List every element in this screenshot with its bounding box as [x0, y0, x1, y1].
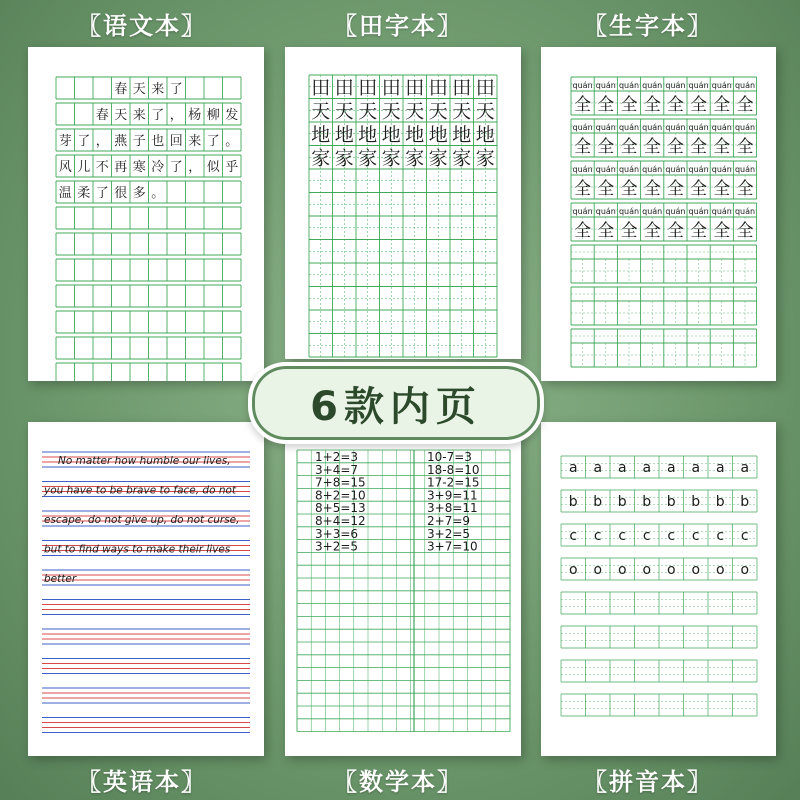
label-shuxue: 〖数学本〗 [333, 768, 463, 796]
shengzi-char: 全 [713, 95, 731, 115]
yingyu-lines [28, 422, 264, 756]
english-sentence: but to find ways to make their lives [44, 543, 231, 556]
yuwen-char: 回 [169, 134, 183, 149]
shengzi-char: 全 [643, 179, 661, 199]
tianzi-char: 地 [311, 123, 331, 146]
pinyin-letter: o [642, 562, 652, 578]
yuwen-char: 风 [58, 160, 72, 175]
yuwen-char: 。 [225, 134, 239, 149]
page-shuxue [285, 422, 521, 756]
shengzi-pinyin: quán [688, 81, 709, 90]
pinyin-letter: b [666, 494, 676, 510]
shengzi-pinyin: quán [595, 81, 616, 90]
shengzi-char: 全 [736, 137, 754, 157]
shengzi-pinyin: quán [595, 123, 616, 132]
label-tianzi: 〖田字本〗 [333, 12, 463, 40]
tianzi-char: 田 [358, 76, 378, 99]
shengzi-pinyin: quán [618, 207, 640, 216]
yuwen-char: 温 [58, 186, 72, 201]
tianzi-char: 天 [381, 100, 401, 123]
pinyin-letter: c [667, 528, 676, 544]
shengzi-pinyin: quán [734, 123, 756, 132]
yuwen-char: 寒 [132, 160, 146, 175]
tianzi-char: 田 [381, 76, 401, 99]
shengzi-pinyin: quán [642, 81, 663, 90]
shengzi-char: 全 [690, 221, 708, 241]
page-yingyu [28, 422, 264, 756]
shengzi-pinyin: quán [642, 123, 663, 132]
shengzi-pinyin: quán [665, 123, 686, 132]
shengzi-pinyin: quán [618, 165, 640, 174]
page-tianzi [285, 47, 521, 359]
shengzi-char: 全 [620, 179, 638, 199]
pinyin-letter: o [666, 562, 676, 578]
pinyin-letter: b [568, 494, 578, 510]
math-equation-left: 3+4=7 [315, 462, 359, 477]
pinyin-letter: o [715, 562, 725, 578]
math-equation-left: 8+5=13 [315, 501, 366, 516]
shengzi-char: 全 [643, 221, 661, 241]
page-yuwen [28, 47, 264, 381]
yuwen-char: 天 [114, 108, 128, 123]
math-equation-right: 17-2=15 [427, 475, 480, 490]
math-equation-right: 3+7=10 [427, 539, 478, 554]
pinyin-letter: b [740, 494, 750, 510]
tianzi-grid [285, 47, 521, 359]
math-equation-right: 10-7=3 [427, 450, 472, 464]
label-yuwen: 〖语文本〗 [77, 12, 207, 40]
shengzi-pinyin: quán [734, 207, 756, 216]
tianzi-char: 地 [358, 123, 378, 146]
yuwen-char: 也 [151, 134, 165, 149]
shengzi-char: 全 [736, 221, 754, 241]
math-equation-left: 7+8=15 [315, 475, 366, 490]
english-sentence: escape, do not give up, do not curse, [44, 514, 240, 526]
tianzi-char: 家 [452, 147, 472, 170]
english-sentence: better [44, 573, 77, 585]
yuwen-char: 乎 [225, 160, 239, 175]
tianzi-char: 家 [475, 147, 495, 170]
center-title-pill [248, 362, 544, 444]
pinyin-letter: a [691, 460, 701, 476]
shengzi-pinyin: quán [572, 81, 593, 90]
tianzi-char: 家 [334, 147, 354, 170]
shengzi-char: 全 [713, 179, 731, 199]
yuwen-char: 儿 [77, 160, 91, 175]
shengzi-grid [541, 47, 776, 381]
pinyin-letter: o [568, 562, 578, 578]
tianzi-char: 天 [311, 100, 331, 123]
shengzi-pinyin: quán [572, 165, 593, 174]
shuxue-grid [285, 422, 521, 756]
tianzi-char: 地 [334, 123, 354, 146]
shengzi-char: 全 [597, 95, 615, 115]
math-equation-left: 1+2=3 [315, 450, 359, 464]
pinyin-letter: o [691, 562, 701, 578]
shengzi-char: 全 [666, 179, 684, 199]
math-equation-right: 3+8=11 [427, 501, 478, 516]
shengzi-pinyin: quán [688, 123, 709, 132]
tianzi-char: 田 [475, 76, 495, 99]
shengzi-pinyin: quán [642, 165, 663, 174]
yuwen-char: 了 [169, 82, 183, 97]
tianzi-char: 天 [405, 100, 425, 123]
shengzi-pinyin: quán [572, 207, 593, 216]
math-equation-left: 3+3=6 [315, 526, 359, 541]
yuwen-char: 发 [225, 108, 239, 123]
yuwen-char: 芽 [58, 134, 72, 149]
yuwen-char: 不 [95, 160, 109, 175]
pinyin-letter: c [569, 528, 578, 544]
shengzi-pinyin: quán [618, 81, 640, 90]
yuwen-char: 了 [95, 186, 109, 201]
shengzi-pinyin: quán [734, 81, 756, 90]
shengzi-char: 全 [597, 137, 615, 157]
math-equation-left: 8+4=12 [315, 514, 366, 528]
pinyin-letter: c [716, 528, 725, 544]
yuwen-grid [28, 47, 264, 381]
yuwen-char: 。 [151, 186, 165, 201]
tianzi-char: 天 [475, 100, 495, 123]
shengzi-pinyin: quán [618, 123, 640, 132]
tianzi-char: 家 [358, 147, 378, 170]
tianzi-char: 天 [452, 100, 472, 123]
shengzi-pinyin: quán [595, 207, 616, 216]
pinyin-letter: a [617, 460, 627, 476]
yuwen-char: 再 [114, 160, 128, 175]
tianzi-char: 家 [311, 147, 331, 170]
pinyin-letter: a [593, 460, 603, 476]
shengzi-char: 全 [690, 95, 708, 115]
pinyin-letter: b [691, 494, 701, 510]
english-sentence: No matter how humble our lives, [58, 455, 231, 467]
shengzi-char: 全 [666, 137, 684, 157]
shengzi-char: 全 [574, 179, 592, 199]
pinyin-letter: c [740, 528, 749, 544]
pinyin-letter: b [715, 494, 725, 510]
shengzi-pinyin: quán [665, 207, 686, 216]
yuwen-char: ， [169, 108, 183, 123]
yuwen-char: 了 [77, 134, 91, 149]
shengzi-pinyin: quán [688, 165, 709, 174]
shengzi-char: 全 [690, 179, 708, 199]
pinyin-letter: a [715, 460, 725, 476]
shengzi-pinyin: quán [688, 207, 709, 216]
yuwen-char: 天 [132, 82, 146, 97]
pinyin-grid [541, 422, 776, 756]
shengzi-char: 全 [574, 137, 592, 157]
shengzi-pinyin: quán [665, 165, 686, 174]
yuwen-char: ， [188, 160, 202, 175]
yuwen-char: ， [95, 134, 109, 149]
center-title: 6款内页 [310, 383, 482, 430]
math-equation-right: 18-8=10 [427, 462, 480, 477]
shengzi-pinyin: quán [711, 123, 732, 132]
shengzi-char: 全 [690, 137, 708, 157]
yuwen-char: 了 [169, 160, 183, 175]
yuwen-char: 多 [132, 186, 146, 201]
yuwen-char: 来 [132, 108, 146, 123]
shengzi-pinyin: quán [734, 165, 756, 174]
tianzi-char: 田 [405, 76, 425, 99]
pinyin-letter: b [593, 494, 603, 510]
label-yingyu: 〖英语本〗 [77, 768, 207, 796]
tianzi-char: 家 [428, 147, 448, 170]
tianzi-char: 地 [405, 123, 425, 146]
tianzi-char: 田 [334, 76, 354, 99]
tianzi-char: 田 [452, 76, 472, 99]
shengzi-char: 全 [574, 221, 592, 241]
shengzi-char: 全 [643, 95, 661, 115]
tianzi-char: 地 [475, 123, 495, 146]
shengzi-char: 全 [643, 137, 661, 157]
yuwen-char: 燕 [114, 134, 128, 149]
shengzi-pinyin: quán [711, 207, 732, 216]
shengzi-pinyin: quán [665, 81, 686, 90]
math-equation-right: 3+9=11 [427, 488, 478, 503]
pinyin-letter: c [618, 528, 627, 544]
shengzi-pinyin: quán [642, 207, 663, 216]
tianzi-char: 天 [358, 100, 378, 123]
math-equation-left: 3+2=5 [315, 539, 359, 554]
shengzi-char: 全 [597, 179, 615, 199]
yuwen-char: 来 [151, 82, 165, 97]
label-shengzi: 〖生字本〗 [583, 12, 713, 40]
shengzi-char: 全 [620, 95, 638, 115]
pinyin-letter: b [617, 494, 627, 510]
label-pinyin: 〖拼音本〗 [583, 768, 713, 796]
pinyin-letter: o [617, 562, 627, 578]
tianzi-char: 地 [452, 123, 472, 146]
pinyin-letter: o [740, 562, 750, 578]
shengzi-char: 全 [666, 221, 684, 241]
tianzi-char: 天 [428, 100, 448, 123]
page-pinyin [541, 422, 776, 756]
tianzi-char: 地 [381, 123, 401, 146]
yuwen-char: 了 [206, 134, 220, 149]
shengzi-char: 全 [574, 95, 592, 115]
tianzi-char: 家 [405, 147, 425, 170]
shengzi-char: 全 [736, 179, 754, 199]
pinyin-letter: c [593, 528, 602, 544]
yuwen-char: 很 [114, 186, 128, 201]
pinyin-letter: b [642, 494, 652, 510]
english-sentence: you have to be brave to face, do not [44, 484, 237, 497]
yuwen-char: 杨 [188, 108, 202, 123]
yuwen-char: 春 [114, 82, 128, 97]
pinyin-letter: c [691, 528, 700, 544]
pinyin-letter: a [642, 460, 652, 476]
yuwen-char: 了 [151, 108, 165, 123]
tianzi-char: 家 [381, 147, 401, 170]
yuwen-char: 冷 [151, 160, 165, 175]
yuwen-char: 来 [188, 134, 202, 149]
yuwen-char: 子 [132, 134, 146, 149]
pinyin-letter: o [593, 562, 603, 578]
shengzi-char: 全 [620, 137, 638, 157]
shengzi-char: 全 [713, 137, 731, 157]
shengzi-char: 全 [713, 221, 731, 241]
math-equation-left: 8+2=10 [315, 488, 366, 503]
tianzi-char: 田 [311, 76, 331, 99]
yuwen-char: 春 [95, 108, 109, 123]
pinyin-letter: a [740, 460, 750, 476]
pinyin-letter: a [568, 460, 578, 476]
shengzi-pinyin: quán [595, 165, 616, 174]
shengzi-char: 全 [597, 221, 615, 241]
yuwen-char: 柳 [206, 108, 220, 123]
page-shengzi [541, 47, 776, 381]
shengzi-char: 全 [666, 95, 684, 115]
yuwen-char: 似 [206, 160, 220, 175]
tianzi-char: 田 [428, 76, 448, 99]
pinyin-letter: a [666, 460, 676, 476]
shengzi-pinyin: quán [711, 81, 732, 90]
math-equation-right: 3+2=5 [427, 526, 471, 541]
shengzi-pinyin: quán [711, 165, 732, 174]
tianzi-char: 地 [428, 123, 448, 146]
shengzi-char: 全 [736, 95, 754, 115]
math-equation-right: 2+7=9 [427, 514, 471, 528]
shengzi-char: 全 [620, 221, 638, 241]
shengzi-pinyin: quán [572, 123, 593, 132]
yuwen-char: 柔 [77, 186, 91, 201]
pinyin-letter: c [642, 528, 651, 544]
tianzi-char: 天 [334, 100, 354, 123]
